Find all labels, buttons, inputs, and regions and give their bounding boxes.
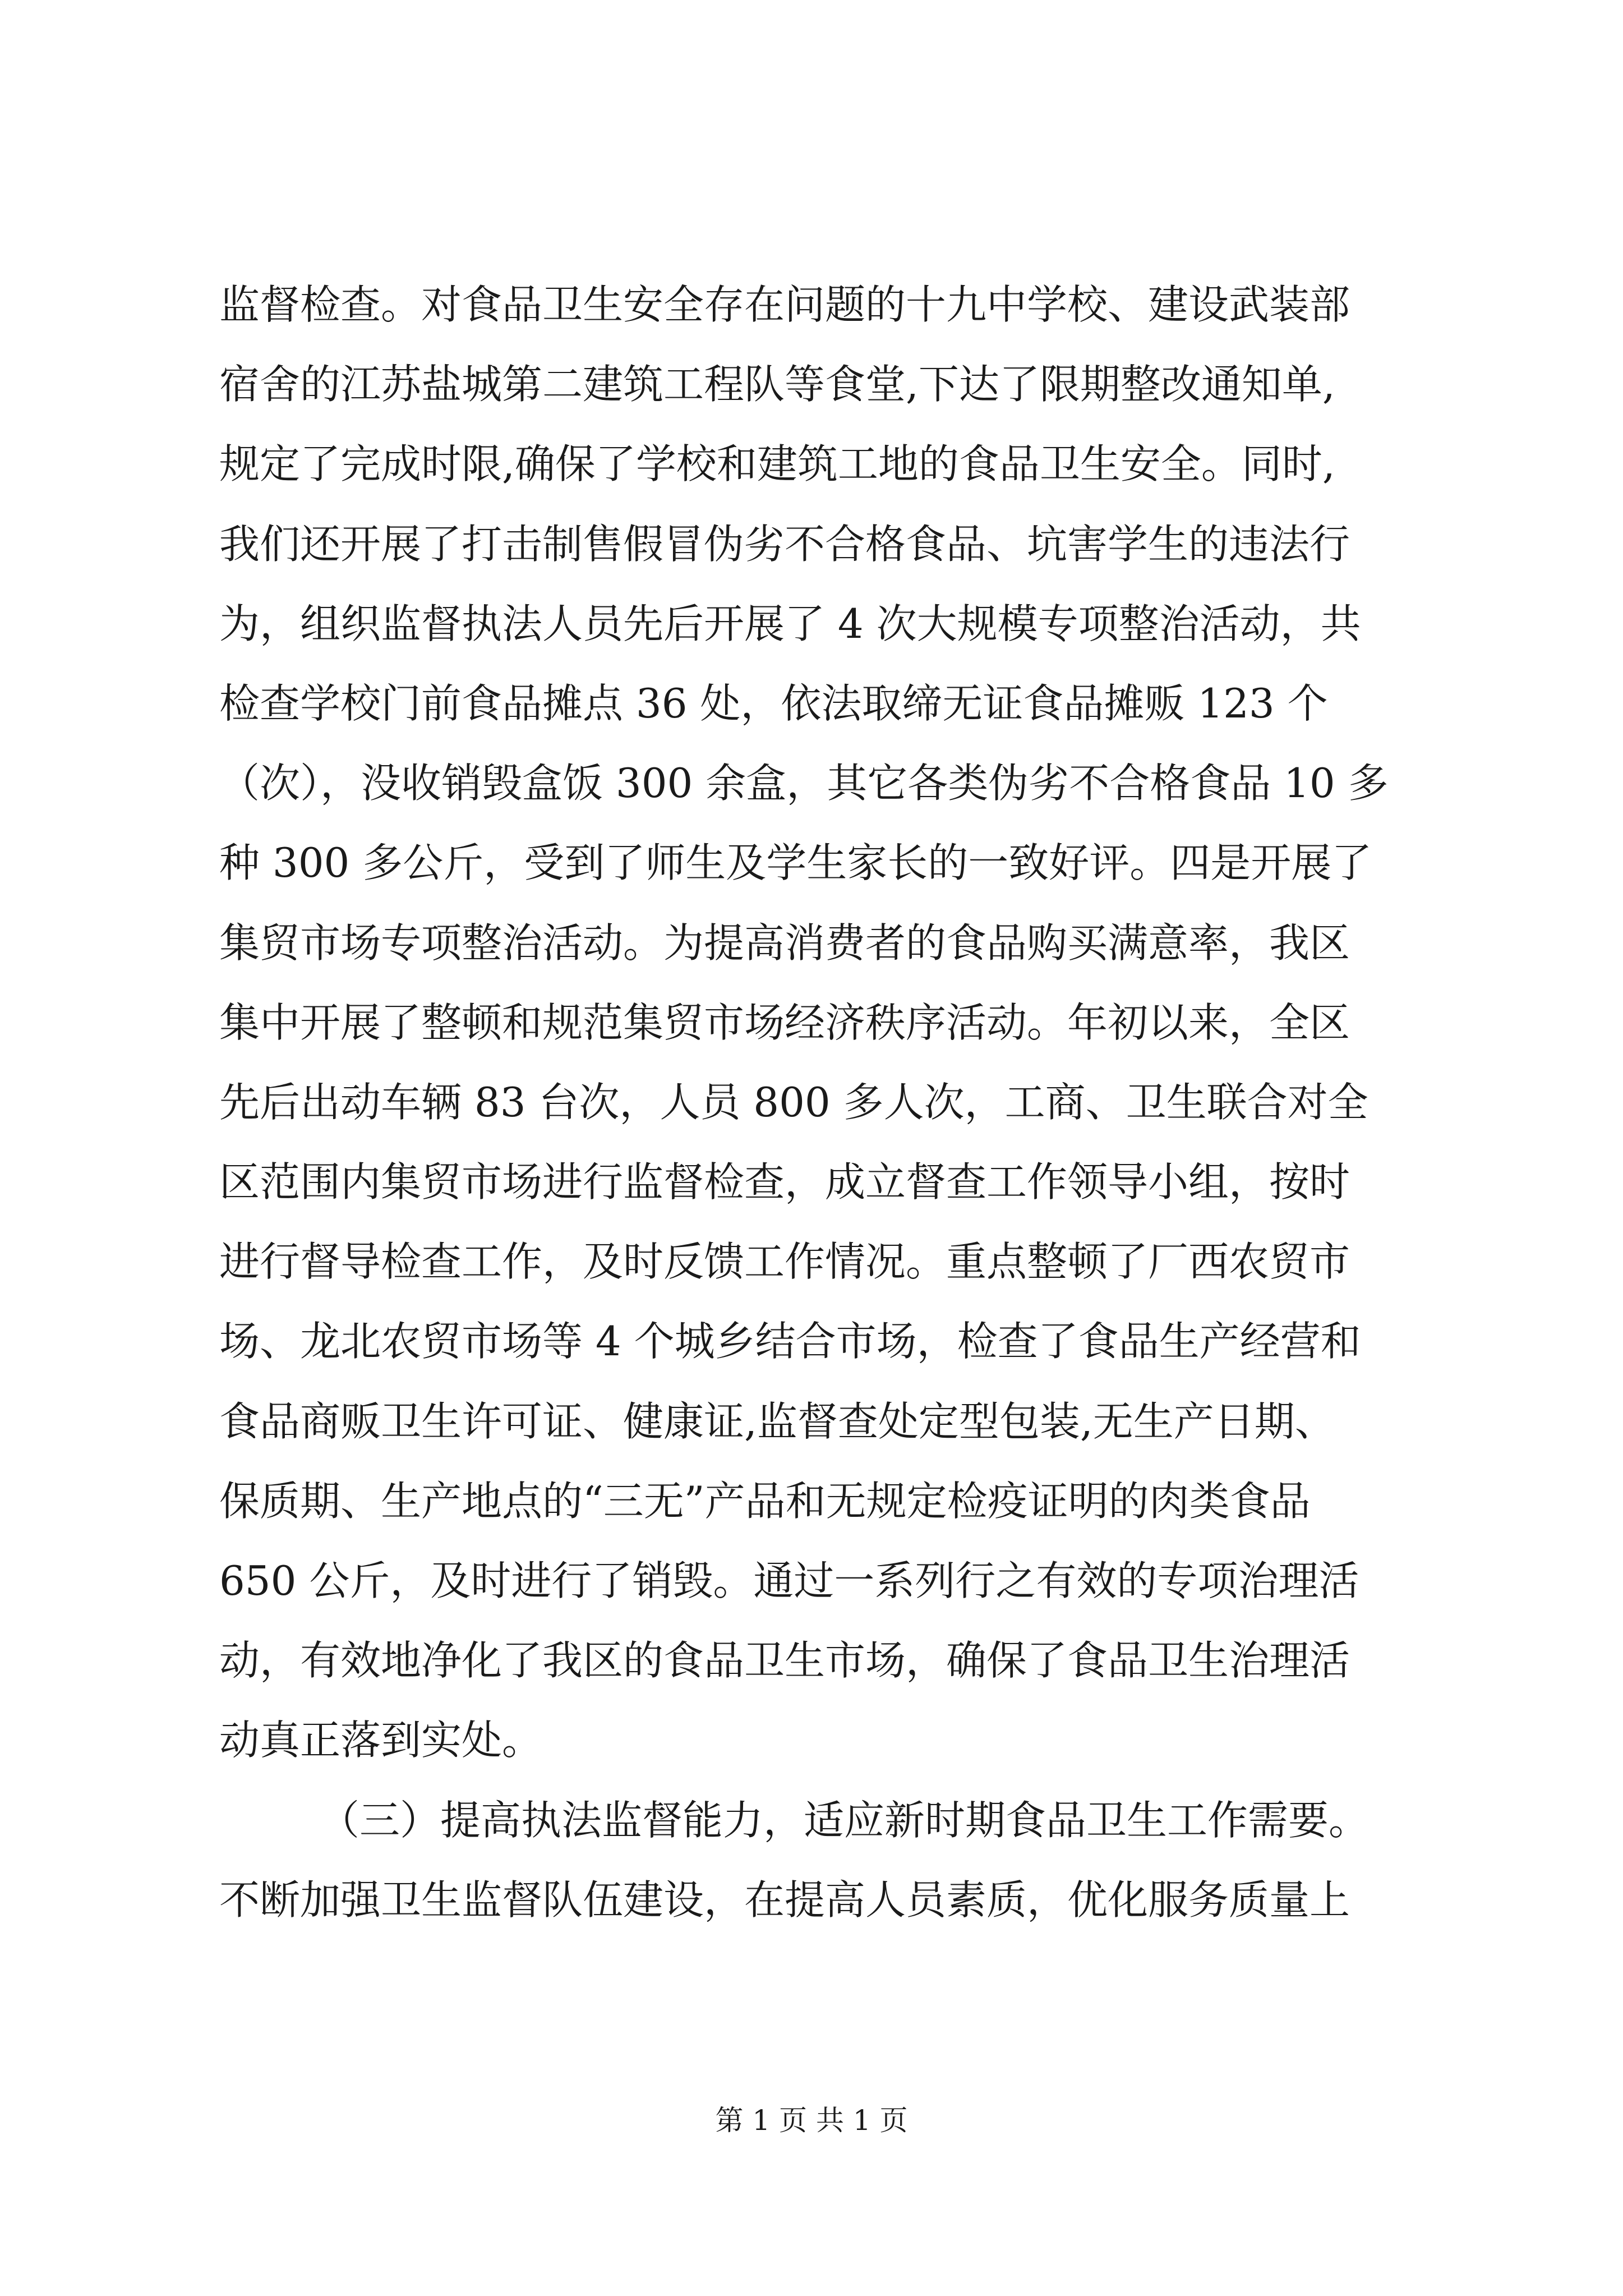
text-line: 动，有效地净化了我区的食品卫生市场，确保了食品卫生治理活 — [219, 1637, 1350, 1685]
text-line: 为，组织监督执法人员先后开展了 4 次大规模专项整治活动，共 — [219, 600, 1361, 647]
text-line: 集贸市场专项整治活动。为提高消费者的食品购买满意率，我区 — [219, 919, 1350, 967]
text-line: （次），没收销毁盒饭 300 余盒，其它各类伪劣不合格食品 10 多 — [219, 760, 1389, 807]
text-line: 动真正落到实处。 — [219, 1717, 543, 1764]
page-number-footer: 第 1 页 共 1 页 — [715, 2104, 908, 2137]
text-line: 种 300 多公斤，受到了师生及学生家长的一致好评。四是开展了 — [219, 839, 1372, 887]
body-text — [219, 265, 1414, 1940]
text-line: 保质期、生产地点的“三无”产品和无规定检疫证明的肉类食品 — [219, 1477, 1311, 1525]
text-line: 先后出动车辆 83 台次，人员 800 多人次，工商、卫生联合对全 — [219, 1078, 1368, 1126]
text-line: 检查学校门前食品摊点 36 处，依法取缔无证食品摊贩 123 个 — [219, 679, 1328, 727]
section-heading-line: （三）提高执法监督能力，适应新时期食品卫生工作需要。 — [319, 1796, 1370, 1844]
text-line: 规定了完成时限,确保了学校和建筑工地的食品卫生安全。同时, — [219, 440, 1335, 488]
text-line: 650 公斤，及时进行了销毁。通过一系列行之有效的专项治理活 — [219, 1557, 1359, 1604]
text-line: 宿舍的江苏盐城第二建筑工程队等食堂,下达了限期整改通知单, — [219, 361, 1335, 408]
text-line: 不断加强卫生监督队伍建设，在提高人员素质，优化服务质量上 — [219, 1876, 1350, 1924]
text-line: 监督检查。对食品卫生安全存在问题的十九中学校、建设武装部 — [219, 281, 1350, 328]
text-line: 场、龙北农贸市场等 4 个城乡结合市场，检查了食品生产经营和 — [219, 1318, 1361, 1365]
text-line: 我们还开展了打击制售假冒伪劣不合格食品、坑害学生的违法行 — [219, 520, 1350, 568]
text-line: 进行督导检查工作，及时反馈工作情况。重点整顿了厂西农贸市 — [219, 1238, 1350, 1286]
text-line: 区范围内集贸市场进行监督检查，成立督查工作领导小组，按时 — [219, 1158, 1350, 1206]
text-line: 食品商贩卫生许可证、健康证,监督查处定型包装,无生产日期、 — [219, 1397, 1335, 1445]
text-line: 集中开展了整顿和规范集贸市场经济秩序活动。年初以来，全区 — [219, 999, 1350, 1046]
